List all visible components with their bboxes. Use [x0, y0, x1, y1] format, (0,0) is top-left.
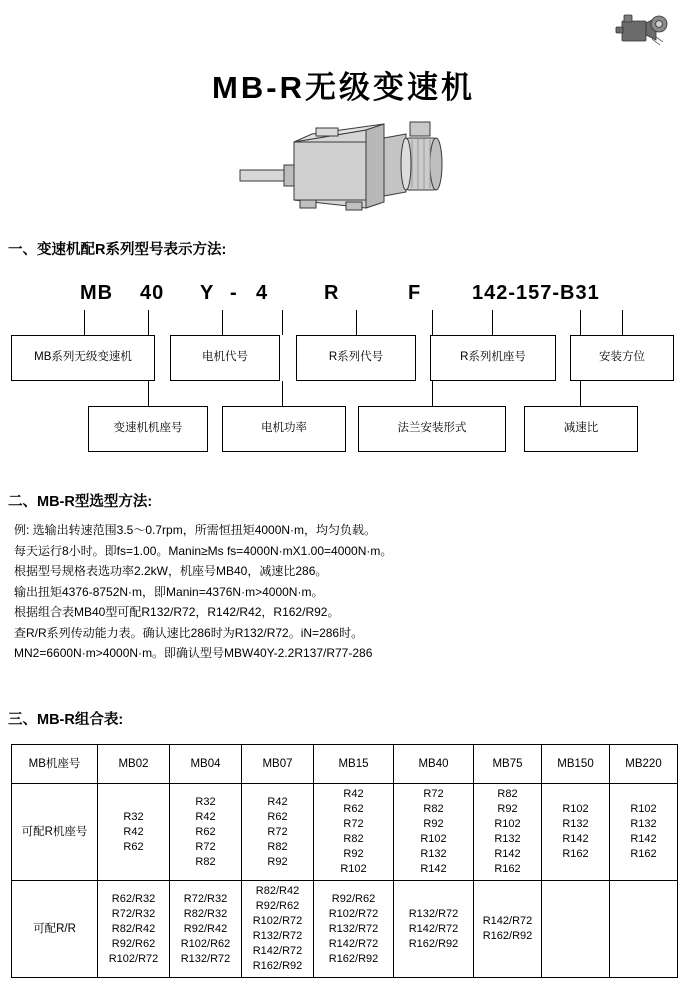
code-box-label: 法兰安装形式 [397, 422, 467, 435]
combination-table-wrap [11, 744, 677, 978]
table-cell-line: R72 [267, 825, 288, 838]
table-cell-line: R162 [630, 848, 657, 860]
code-box-mb-frame [88, 406, 208, 452]
table-cell-line: R32 [123, 810, 144, 823]
table-cell-line: R82/R42 [255, 885, 300, 897]
table-cell-line: R92 [423, 818, 444, 830]
section-1-heading: 一、变速机配R系列型号表示方法: [8, 242, 227, 258]
table-cell-line: R82 [423, 803, 444, 815]
example-line: 输出扭矩4376-8752N·m，即Manin=4376N·m>4000N·m。 [14, 584, 324, 599]
table-cell-line: R62 [195, 825, 216, 838]
table-cell-line: R142/R72 [482, 915, 533, 927]
table-col-header: MB220 [610, 745, 678, 784]
connector-line [622, 310, 623, 335]
table-cell-line: R142 [562, 833, 589, 845]
table-cell-line: R62 [343, 803, 364, 815]
table-cell-line: R142/R72 [408, 922, 459, 935]
connector-line [148, 381, 149, 406]
table-cell-line: R102 [494, 818, 521, 830]
combination-table [11, 744, 678, 978]
table-cell [170, 784, 242, 881]
code-box-label: R系列代号 [328, 351, 384, 364]
table-col-header: MB40 [394, 745, 474, 784]
connector-line [148, 310, 149, 335]
table-cell-line: R132 [420, 848, 447, 860]
table-cell-line: R92 [267, 855, 288, 868]
code-token-r: R [324, 282, 340, 304]
table-cell-line: R42 [123, 825, 144, 838]
table-cell-line: R92/R62 [255, 900, 300, 912]
table-cell-line: R72 [343, 818, 364, 830]
table-cell-line: R162/R92 [252, 960, 303, 972]
table-cell-line: R132/R72 [328, 922, 379, 935]
table-cell [98, 784, 170, 881]
code-box-label: 安装方位 [599, 351, 645, 364]
table-cell-line: R72 [195, 840, 216, 853]
code-token-ratio: 142-157-B31 [472, 282, 600, 304]
table-cell-line: R162/R92 [408, 937, 459, 950]
example-line: MN2=6600N·m>4000N·m。即确认型号MBW40Y-2.2R137/R77-286 [14, 646, 373, 660]
table-cell-line: R102/R62 [180, 937, 231, 950]
table-cell-line: R72 [423, 788, 444, 800]
table-col-header: MB02 [98, 745, 170, 784]
table-cell [314, 784, 394, 881]
table-cell-line: R102 [420, 833, 447, 845]
table-cell [542, 881, 610, 978]
connector-line [492, 310, 493, 335]
table-cell [170, 881, 242, 978]
example-line: 根据组合表MB40型可配R132/R72，R142/R42，R162/R92。 [14, 605, 340, 619]
connector-line [282, 310, 283, 335]
table-cell-line: R32 [195, 795, 216, 808]
table-row-label: 可配R机座号 [12, 784, 98, 881]
code-token-dash: - [230, 282, 238, 304]
connector-line [282, 381, 283, 406]
code-token-mb: MB [80, 282, 114, 304]
section-2-heading: 二、MB-R型选型方法: [8, 494, 153, 510]
code-box-label: 电机功率 [261, 422, 307, 435]
table-cell-line: R62 [123, 840, 144, 853]
code-box-motor-code [170, 335, 280, 381]
table-cell-line: R162 [494, 863, 521, 875]
selection-example-text [14, 520, 674, 664]
table-cell-line: R82/R32 [183, 907, 228, 920]
table-cell-line: R92/R62 [331, 892, 376, 905]
connector-line [84, 310, 85, 335]
table-cell-line: R82 [497, 788, 518, 800]
table-row [12, 745, 678, 784]
code-token-4: 4 [256, 282, 269, 304]
table-cell-line: R42 [343, 788, 364, 800]
table-cell [242, 881, 314, 978]
code-token-y: Y [200, 282, 215, 304]
code-box-motor-power [222, 406, 346, 452]
table-cell-line: R102/R72 [252, 915, 303, 927]
table-cell [610, 784, 678, 881]
table-cell-line: R102/R72 [108, 952, 159, 965]
connector-line [356, 310, 357, 335]
table-cell [314, 881, 394, 978]
connector-line [222, 310, 223, 335]
table-cell-line: R82 [267, 840, 288, 853]
table-col-header: MB04 [170, 745, 242, 784]
table-cell [394, 784, 474, 881]
table-cell-line: R132 [562, 818, 589, 830]
table-row [12, 881, 678, 978]
table-cell-line: R62/R32 [111, 892, 156, 905]
table-cell-line: R102 [630, 803, 657, 815]
code-box-mount-pos [570, 335, 674, 381]
code-box-r-series [296, 335, 416, 381]
model-code-row [60, 282, 660, 310]
gear-motor-illustration [238, 108, 448, 226]
code-box-label: 电机代号 [202, 351, 248, 364]
table-cell [610, 881, 678, 978]
table-cell-line: R132/R72 [252, 930, 303, 942]
section-3-heading: 三、MB-R组合表: [8, 712, 124, 728]
table-col-header: MB150 [542, 745, 610, 784]
connector-line [432, 310, 433, 335]
table-cell [242, 784, 314, 881]
code-token-40: 40 [140, 282, 165, 304]
table-cell [394, 881, 474, 978]
example-line: 每天运行8小时。即fs=1.00。Manin≥Ms fs=4000N·mX1.00=4000N·m。 [14, 543, 393, 558]
example-line: 根据型号规格表选功率2.2kW，机座号MB40，减速比286。 [14, 564, 328, 578]
table-cell-line: R92 [497, 803, 518, 815]
table-row-label: 可配R/R [12, 881, 98, 978]
table-col-header: MB75 [474, 745, 542, 784]
table-cell-line: R102/R72 [328, 907, 379, 920]
table-cell-line: R142 [630, 833, 657, 845]
table-cell-line: R142 [420, 863, 447, 875]
code-box-label: 变速机机座号 [113, 422, 183, 435]
table-cell-line: R42 [267, 795, 288, 808]
code-box-ratio [524, 406, 638, 452]
table-row [12, 784, 678, 881]
table-cell-line: R82/R42 [111, 922, 156, 935]
table-cell-line: R42 [195, 810, 216, 823]
code-box-series [11, 335, 155, 381]
table-cell-line: R92 [343, 848, 364, 860]
table-cell [474, 784, 542, 881]
code-box-label: MB系列无级变速机 [34, 351, 132, 364]
table-col-header: MB15 [314, 745, 394, 784]
gearbox-logo-icon [611, 8, 673, 50]
table-cell [98, 881, 170, 978]
table-cell-line: R62 [267, 810, 288, 823]
table-cell-line: R132/R72 [180, 952, 231, 965]
table-cell [474, 881, 542, 978]
table-cell-line: R92/R42 [183, 922, 228, 935]
connector-line [432, 381, 433, 406]
table-cell-line: R162/R92 [328, 952, 379, 965]
table-cell-line: R142/R72 [328, 937, 379, 950]
page-title: MB-R无级变速机 [212, 70, 475, 105]
table-cell-line: R162/R92 [482, 930, 533, 942]
connector-line [580, 381, 581, 406]
example-line: 例: 选输出转速范围3.5～0.7rpm，所需恒扭矩4000N·m，均匀负载。 [14, 523, 377, 537]
table-corner-label: MB机座号 [12, 745, 98, 784]
table-cell-line: R142 [494, 848, 521, 860]
table-cell-line: R142/R72 [252, 945, 303, 957]
table-cell [542, 784, 610, 881]
table-cell-line: R132/R72 [408, 907, 459, 920]
table-col-header: MB07 [242, 745, 314, 784]
table-cell-line: R82 [343, 833, 364, 845]
table-cell-line: R102 [340, 863, 367, 875]
table-cell-line: R72/R32 [183, 892, 228, 905]
code-box-label: 减速比 [563, 422, 599, 435]
code-box-label: R系列机座号 [460, 351, 526, 364]
code-box-r-frame [430, 335, 556, 381]
table-cell-line: R82 [195, 855, 216, 868]
table-cell-line: R162 [562, 848, 589, 860]
table-cell-line: R102 [562, 803, 589, 815]
table-cell-line: R72/R32 [111, 907, 156, 920]
table-cell-line: R132 [494, 833, 521, 845]
table-cell-line: R92/R62 [111, 937, 156, 950]
code-token-f: F [408, 282, 422, 304]
example-line: 查R/R系列传动能力表。确认速比286时为R132/R72。iN=286时。 [14, 625, 364, 640]
code-box-flange [358, 406, 506, 452]
table-cell-line: R132 [630, 818, 657, 830]
connector-line [580, 310, 581, 335]
